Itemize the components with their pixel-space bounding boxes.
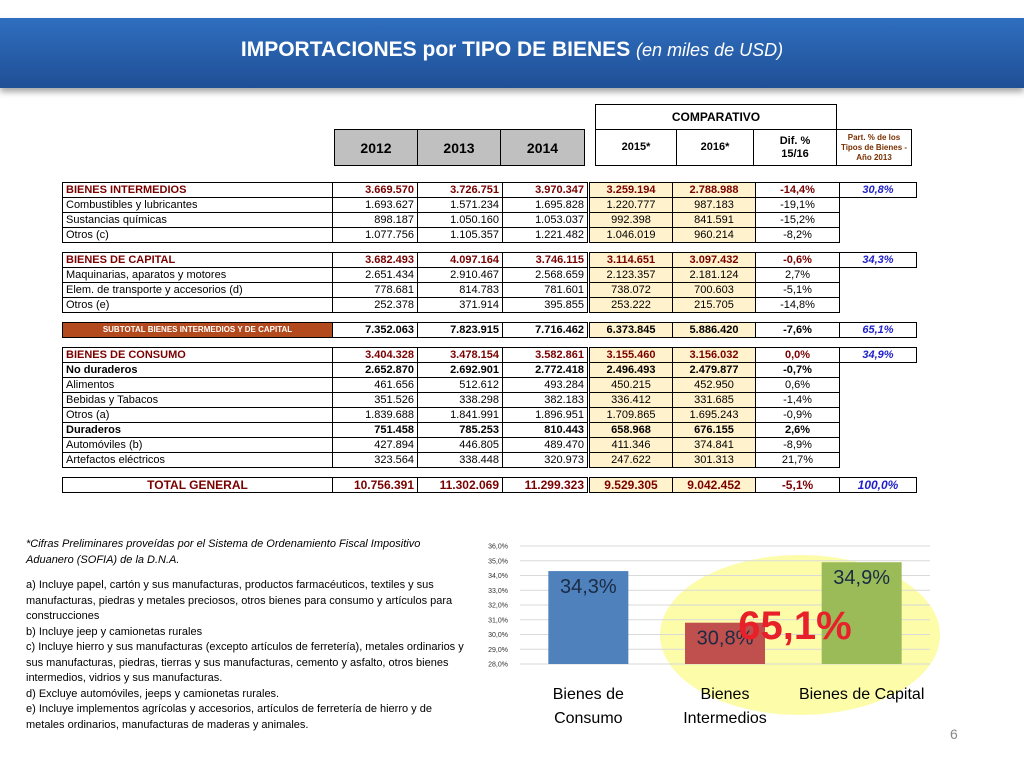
cell-2015: 411.346 [590, 438, 673, 453]
cell-2015: 253.222 [590, 298, 673, 313]
cell-2016: 676.155 [673, 423, 756, 438]
y-tick-label: 33,0% [488, 587, 508, 595]
cell-2014: 3.746.115 [503, 253, 588, 268]
cell-dif: -8,2% [756, 228, 840, 243]
y-tick-label: 34,0% [488, 573, 508, 580]
category-label: Bienes [700, 686, 750, 703]
cell-dif: -0,6% [756, 253, 840, 268]
y-tick-label: 31,0% [488, 617, 508, 625]
year-header-2016: 2016* [676, 129, 754, 166]
cell-2016: 2.479.877 [673, 363, 756, 378]
y-tick-label: 30,0% [488, 632, 508, 639]
cell-2015: 1.709.865 [590, 408, 673, 423]
cell-2014: 2.772.418 [503, 363, 588, 378]
table-row-subtotal [63, 323, 917, 338]
bar-value-label: 34,3% [559, 576, 617, 599]
cell-2016: 3.097.432 [673, 253, 756, 268]
empty-cell [840, 378, 917, 393]
cell-part: 34,9% [840, 348, 917, 363]
cell-2016: 374.841 [673, 438, 756, 453]
table-row [63, 298, 917, 313]
cell-2014: 810.443 [503, 423, 588, 438]
row-label: TOTAL GENERAL [63, 478, 333, 493]
table-row [63, 213, 917, 228]
cell-2015: 247.622 [590, 453, 673, 468]
empty-cell [840, 438, 917, 453]
cell-dif: -7,6% [756, 323, 840, 338]
cell-dif: -15,2% [756, 213, 840, 228]
table-row-total [63, 478, 917, 493]
bar-value-label: 30,8% [696, 627, 754, 650]
cell-2013: 7.823.915 [418, 323, 503, 338]
row-label: Duraderos [63, 423, 333, 438]
table-row [63, 423, 917, 438]
cell-2014: 489.470 [503, 438, 588, 453]
cell-dif: 2,6% [756, 423, 840, 438]
cell-2013: 338.298 [418, 393, 503, 408]
category-label: Intermedios [683, 710, 767, 727]
note-d: d) Excluye automóviles, jeeps y camionetas rurales. [26, 687, 280, 700]
cell-dif: -0,9% [756, 408, 840, 423]
row-label: Elem. de transporte y accesorios (d) [63, 283, 333, 298]
cell-dif: 21,7% [756, 453, 840, 468]
cell-2016: 331.685 [673, 393, 756, 408]
annotation-total-label: 65,1% [738, 604, 852, 648]
cell-part: 34,3% [840, 253, 917, 268]
empty-cell [840, 213, 917, 228]
row-label: BIENES DE CAPITAL [63, 253, 333, 268]
row-label: Automóviles (b) [63, 438, 333, 453]
cell-2013: 2.910.467 [418, 268, 503, 283]
y-tick-label: 32,0% [488, 602, 508, 610]
cell-2013: 3.478.154 [418, 348, 503, 363]
imports-table [62, 182, 917, 493]
cell-2014: 3.970.347 [503, 183, 588, 198]
cell-2015: 1.046.019 [590, 228, 673, 243]
cell-2013: 11.302.069 [418, 478, 503, 493]
cell-2012: 351.526 [333, 393, 418, 408]
row-label: No duraderos [63, 363, 333, 378]
row-label: BIENES INTERMEDIOS [63, 183, 333, 198]
empty-cell [840, 268, 917, 283]
cell-dif: 2,7% [756, 268, 840, 283]
comparativo-header: COMPARATIVO [595, 104, 837, 130]
cell-2012: 1.839.688 [333, 408, 418, 423]
cell-part: 65,1% [840, 323, 917, 338]
cell-2013: 2.692.901 [418, 363, 503, 378]
cell-2015: 992.398 [590, 213, 673, 228]
cell-2012: 427.894 [333, 438, 418, 453]
cell-2013: 338.448 [418, 453, 503, 468]
table-row [63, 438, 917, 453]
cell-2014: 1.695.828 [503, 198, 588, 213]
title-subtitle: (en miles de USD) [636, 40, 784, 60]
category-label: Bienes de Capital [798, 686, 925, 703]
cell-2015: 336.412 [590, 393, 673, 408]
y-tick-label: 35,0% [488, 558, 508, 566]
cell-dif: 0,0% [756, 348, 840, 363]
y-tick-label: 28,0% [488, 661, 508, 669]
cell-2013: 1.105.357 [418, 228, 503, 243]
note-a: a) Incluye papel, cartón y sus manufacturas, productos farmacéuticos, textiles y sus manufacturas, piedras y metales preciosos, otros bienes para consumo y artículos para construcciones [26, 579, 453, 622]
empty-cell [840, 198, 917, 213]
cell-2014: 320.973 [503, 453, 588, 468]
row-label: Artefactos eléctricos [63, 453, 333, 468]
empty-cell [840, 298, 917, 313]
cell-part: 100,0% [840, 478, 917, 493]
cell-2016: 9.042.452 [673, 478, 756, 493]
table-row [63, 228, 917, 243]
year-header-2014: 2014 [500, 129, 585, 166]
cell-2014: 493.284 [503, 378, 588, 393]
cell-2015: 2.496.493 [590, 363, 673, 378]
y-tick-label: 29,0% [488, 646, 508, 654]
cell-2013: 1.050.160 [418, 213, 503, 228]
cell-2014: 1.053.037 [503, 213, 588, 228]
cell-dif: -8,9% [756, 438, 840, 453]
cell-2015: 3.114.651 [590, 253, 673, 268]
y-tick-label: 36,0% [488, 543, 508, 551]
cell-2015: 3.259.194 [590, 183, 673, 198]
empty-cell [840, 228, 917, 243]
cell-2016: 301.313 [673, 453, 756, 468]
year-header-2015: 2015* [595, 129, 677, 166]
year-header-2013: 2013 [417, 129, 501, 166]
empty-cell [840, 408, 917, 423]
cell-2012: 1.693.627 [333, 198, 418, 213]
empty-cell [840, 393, 917, 408]
cell-2013: 814.783 [418, 283, 503, 298]
cell-dif: -19,1% [756, 198, 840, 213]
cell-2016: 700.603 [673, 283, 756, 298]
empty-cell [840, 363, 917, 378]
row-label: SUBTOTAL BIENES INTERMEDIOS Y DE CAPITAL [63, 323, 333, 338]
year-header-2012: 2012 [334, 129, 418, 166]
row-label: Sustancias químicas [63, 213, 333, 228]
cell-dif: -14,4% [756, 183, 840, 198]
cell-2015: 450.215 [590, 378, 673, 393]
cell-2013: 1.571.234 [418, 198, 503, 213]
cell-2016: 1.695.243 [673, 408, 756, 423]
cell-2012: 2.651.434 [333, 268, 418, 283]
empty-cell [840, 423, 917, 438]
cell-2015: 6.373.845 [590, 323, 673, 338]
spacer [63, 313, 917, 323]
cell-2015: 1.220.777 [590, 198, 673, 213]
cell-2015: 738.072 [590, 283, 673, 298]
cell-2014: 3.582.861 [503, 348, 588, 363]
cell-2013: 1.841.991 [418, 408, 503, 423]
cell-2013: 4.097.164 [418, 253, 503, 268]
cell-2015: 2.123.357 [590, 268, 673, 283]
cell-2014: 395.855 [503, 298, 588, 313]
title-main: IMPORTACIONES por TIPO DE BIENES [240, 38, 631, 61]
cell-part: 30,8% [840, 183, 917, 198]
row-label: Otros (c) [63, 228, 333, 243]
row-label: Bebidas y Tabacos [63, 393, 333, 408]
page-title [0, 38, 1024, 62]
table-row [63, 348, 917, 363]
spacer-row [63, 243, 917, 253]
cell-2012: 1.077.756 [333, 228, 418, 243]
table-row [63, 453, 917, 468]
page-number: 6 [950, 726, 958, 742]
cell-2013: 785.253 [418, 423, 503, 438]
cell-2014: 1.221.482 [503, 228, 588, 243]
cell-2012: 778.681 [333, 283, 418, 298]
part-header: Part. % de los Tipos de Bienes - Año 2013 [836, 129, 912, 166]
table-row [63, 253, 917, 268]
row-label: BIENES DE CONSUMO [63, 348, 333, 363]
cell-2012: 323.564 [333, 453, 418, 468]
empty-cell [840, 453, 917, 468]
cell-dif: -14,8% [756, 298, 840, 313]
bar-value-label: 34,9% [833, 567, 891, 590]
note-e: e) Incluye implementos agrícolas y accesorios, artículos de ferretería de hierro y de metales ordinarios, manufacturas de maderas y animales. [26, 703, 432, 731]
row-label: Otros (a) [63, 408, 333, 423]
cell-2016: 987.183 [673, 198, 756, 213]
spacer-row [63, 468, 917, 478]
cell-dif: -5,1% [756, 478, 840, 493]
cell-2012: 461.656 [333, 378, 418, 393]
spacer-row [63, 313, 917, 323]
cell-2013: 446.805 [418, 438, 503, 453]
cell-dif: -0,7% [756, 363, 840, 378]
dif-header: Dif. % 15/16 [753, 129, 837, 166]
cell-2013: 371.914 [418, 298, 503, 313]
cell-2016: 452.950 [673, 378, 756, 393]
note-star: *Cifras Preliminares proveídas por el Sistema de Ordenamiento Fiscal Impositivo Aduanero (SOFIA) de la D.N.A. [26, 538, 421, 566]
cell-2014: 7.716.462 [503, 323, 588, 338]
cell-2014: 382.183 [503, 393, 588, 408]
cell-2012: 2.652.870 [333, 363, 418, 378]
table-row [63, 378, 917, 393]
cell-2015: 658.968 [590, 423, 673, 438]
cell-2012: 10.756.391 [333, 478, 418, 493]
cell-dif: 0,6% [756, 378, 840, 393]
row-label: Alimentos [63, 378, 333, 393]
cell-2013: 512.612 [418, 378, 503, 393]
cell-2012: 3.682.493 [333, 253, 418, 268]
cell-2012: 898.187 [333, 213, 418, 228]
participation-bar-chart [470, 537, 950, 737]
table-row [63, 183, 917, 198]
spacer [63, 243, 917, 253]
cell-2013: 3.726.751 [418, 183, 503, 198]
spacer [63, 338, 917, 348]
cell-2012: 252.378 [333, 298, 418, 313]
cell-2016: 960.214 [673, 228, 756, 243]
cell-2012: 751.458 [333, 423, 418, 438]
cell-2016: 2.181.124 [673, 268, 756, 283]
spacer [26, 568, 466, 578]
cell-2014: 11.299.323 [503, 478, 588, 493]
cell-2012: 3.404.328 [333, 348, 418, 363]
cell-2016: 841.591 [673, 213, 756, 228]
cell-2016: 215.705 [673, 298, 756, 313]
cell-2014: 781.601 [503, 283, 588, 298]
cell-2012: 7.352.063 [333, 323, 418, 338]
row-label: Combustibles y lubricantes [63, 198, 333, 213]
category-label: Bienes de [552, 686, 624, 703]
cell-dif: -5,1% [756, 283, 840, 298]
category-label: Consumo [554, 710, 623, 727]
table-row [63, 363, 917, 378]
table-row [63, 268, 917, 283]
cell-2012: 3.669.570 [333, 183, 418, 198]
row-label: Maquinarias, aparatos y motores [63, 268, 333, 283]
note-b: b) Incluye jeep y camionetas rurales [26, 625, 203, 638]
spacer-row [63, 338, 917, 348]
table-row [63, 408, 917, 423]
table-row [63, 283, 917, 298]
cell-2015: 3.155.460 [590, 348, 673, 363]
spacer [63, 468, 917, 478]
cell-2015: 9.529.305 [590, 478, 673, 493]
cell-2016: 3.156.032 [673, 348, 756, 363]
cell-2014: 2.568.659 [503, 268, 588, 283]
cell-dif: -1,4% [756, 393, 840, 408]
empty-cell [840, 283, 917, 298]
table-row [63, 393, 917, 408]
table-row [63, 198, 917, 213]
note-c: c) Incluye hierro y sus manufacturas (excepto artículos de ferretería), metales ordinarios y sus manufacturas, piedras, tierras y sus manufacturas, cemento y asfalto, otros bienes intermedios, vidrios y sus manufacturas. [26, 641, 464, 684]
row-label: Otros (e) [63, 298, 333, 313]
cell-2016: 5.886.420 [673, 323, 756, 338]
cell-2016: 2.788.988 [673, 183, 756, 198]
cell-2014: 1.896.951 [503, 408, 588, 423]
footnotes [26, 537, 466, 733]
